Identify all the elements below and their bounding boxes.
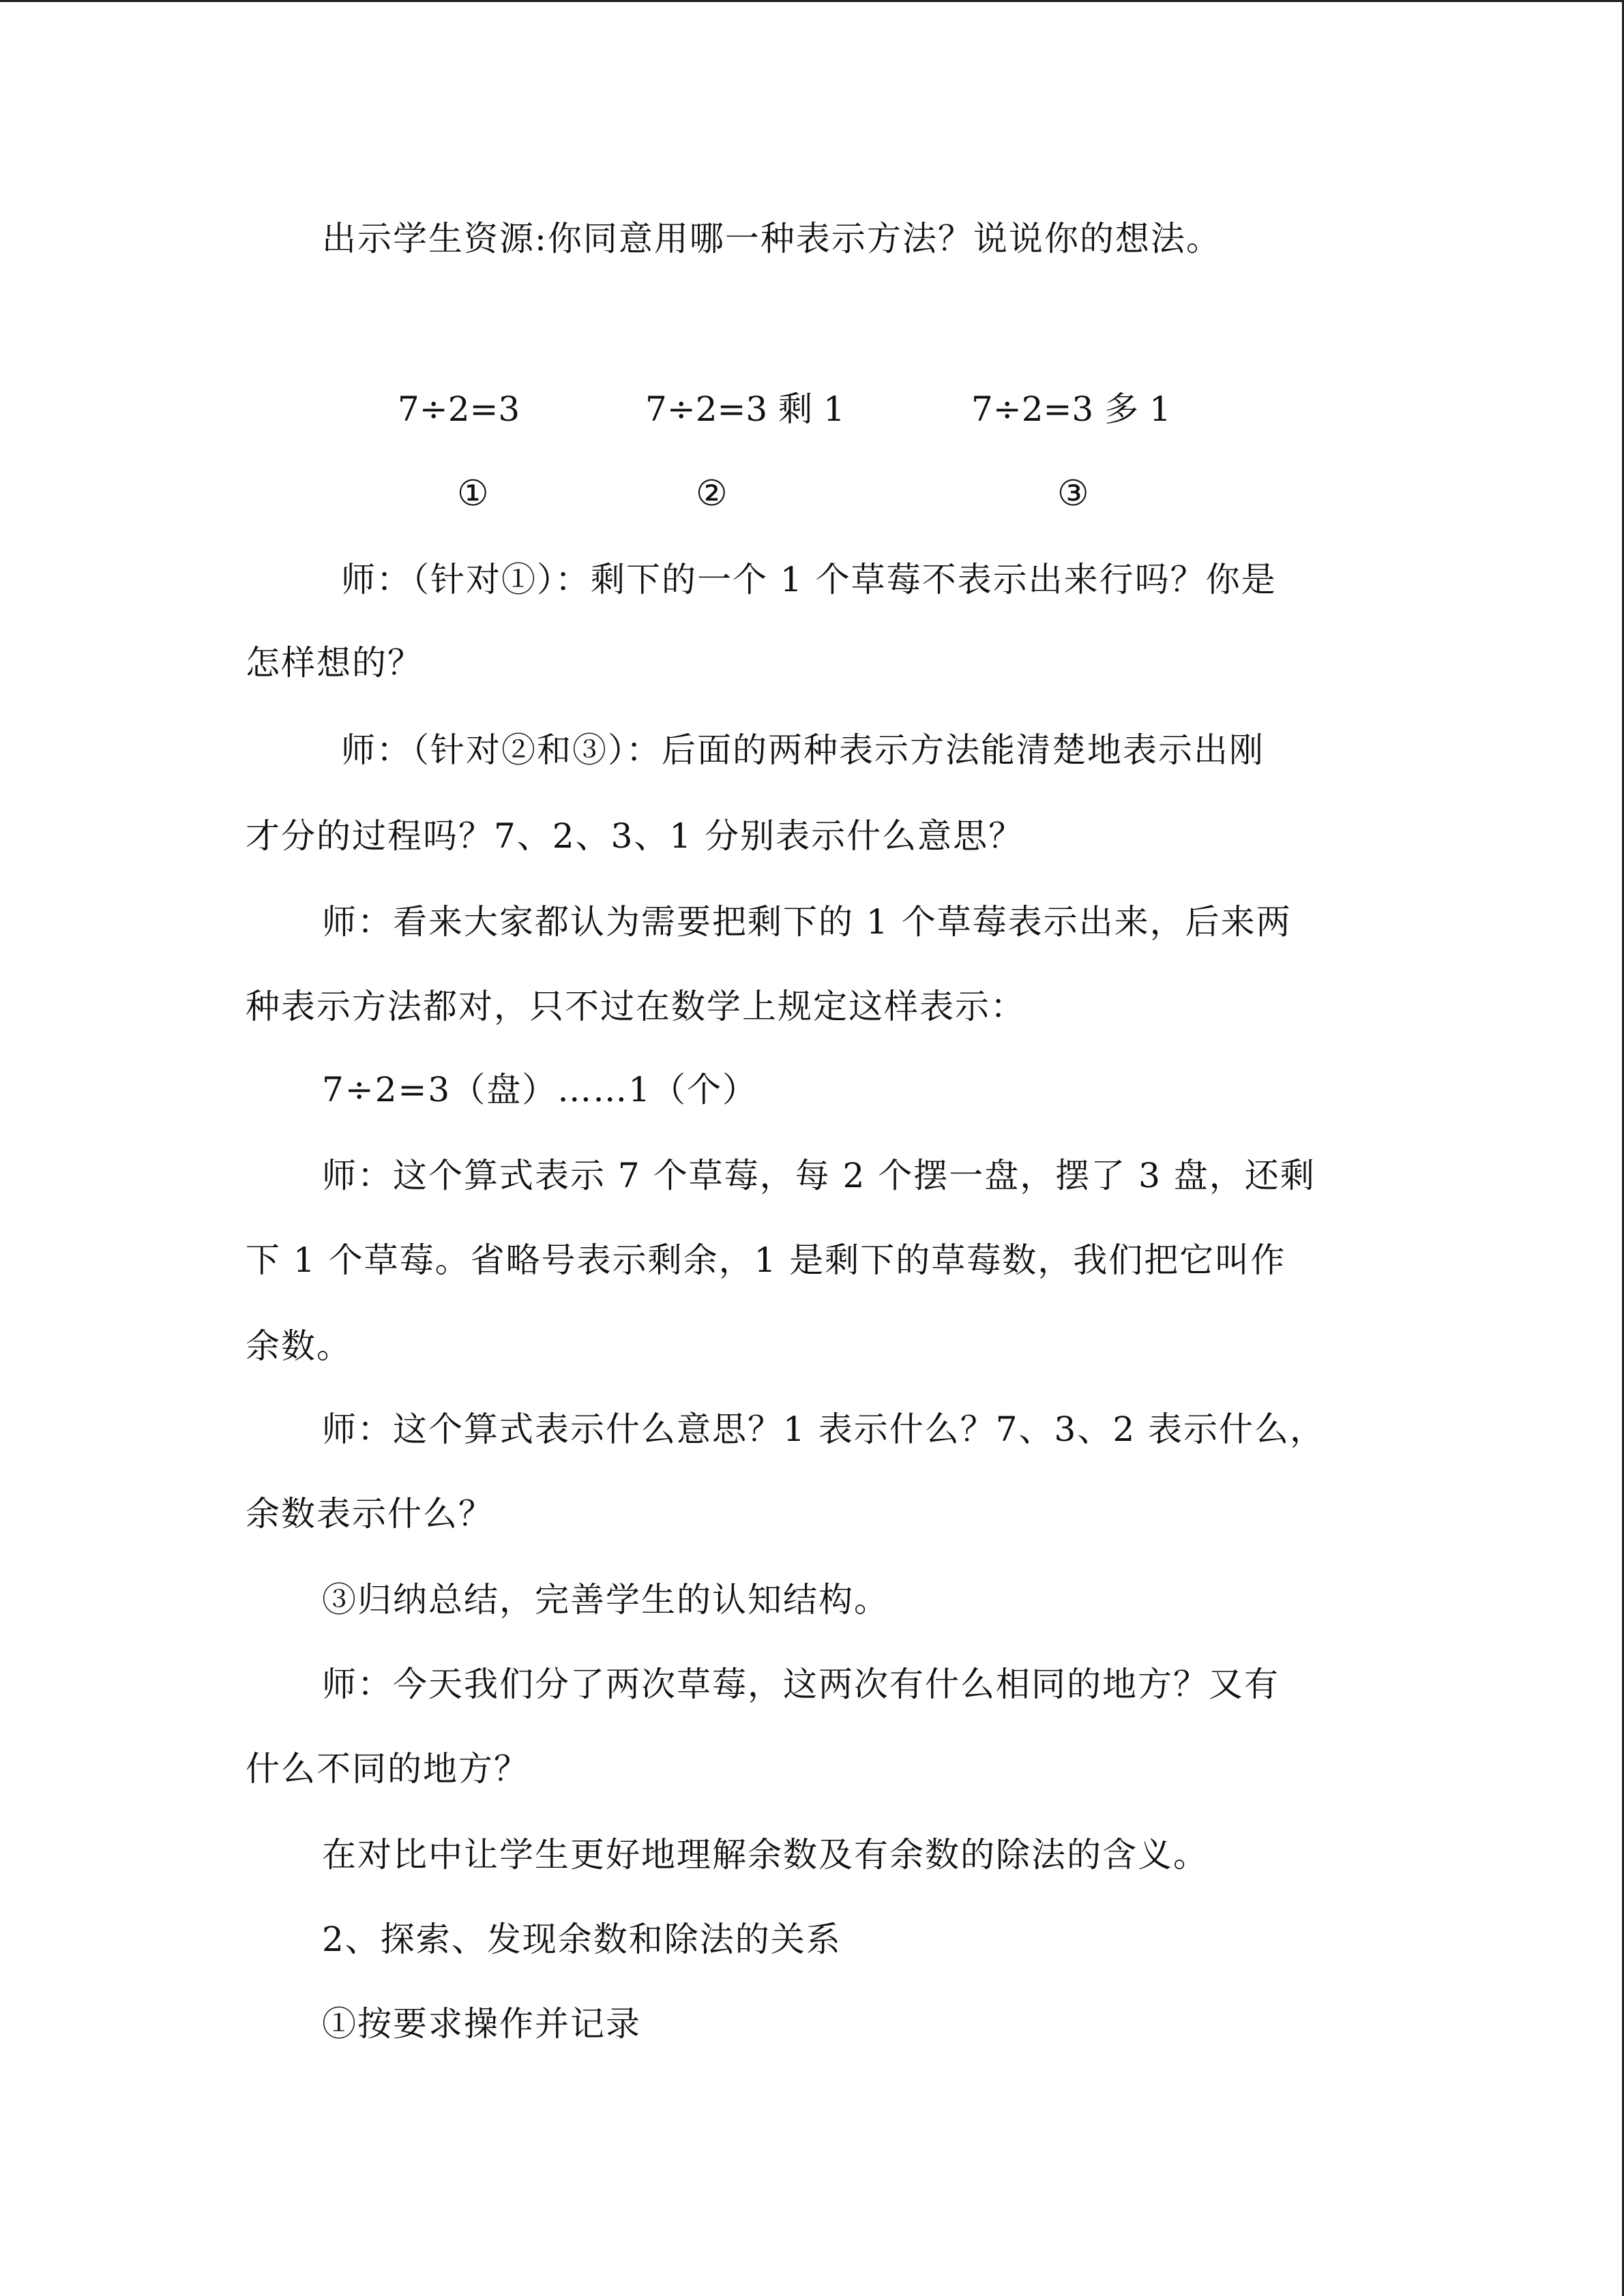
formula-marker-2: ② xyxy=(696,473,728,514)
formula-marker-3: ③ xyxy=(1057,473,1089,514)
paragraph-line: 余数。 xyxy=(246,1326,352,1366)
paragraph-line: 才分的过程吗？7、2、3、1 分别表示什么意思？ xyxy=(246,816,1024,856)
formula-marker-1: ① xyxy=(457,473,489,514)
paragraph-line: 什么不同的地方？ xyxy=(246,1749,529,1789)
paragraph-line: 师：（针对①）：剩下的一个 1 个草莓不表示出来行吗？你是 xyxy=(341,560,1277,599)
paragraph-line: 师：今天我们分了两次草莓，这两次有什么相同的地方？又有 xyxy=(322,1665,1280,1704)
paragraph-line: 种表示方法都对，只不过在数学上规定这样表示： xyxy=(246,987,1026,1026)
formula-1: 7÷2=3 xyxy=(398,389,520,429)
paragraph-line: 师：这个算式表示 7 个草莓，每 2 个摆一盘，摆了 3 盘，还剩 xyxy=(322,1156,1316,1195)
page-border-top xyxy=(0,0,1624,2)
paragraph-line: 下 1 个草莓。省略号表示剩余，1 是剩下的草莓数，我们把它叫作 xyxy=(246,1240,1286,1280)
intro-line: 出示学生资源:你同意用哪一种表示方法？说说你的想法。 xyxy=(322,219,1222,258)
section-heading: 2、探索、发现余数和除法的关系 xyxy=(322,1920,842,1959)
paragraph-line: 在对比中让学生更好地理解余数及有余数的除法的含义。 xyxy=(322,1835,1209,1875)
paragraph-line: 师：（针对②和③）：后面的两种表示方法能清楚地表示出刚 xyxy=(341,730,1265,770)
paragraph-line: ③归纳总结，完善学生的认知结构。 xyxy=(322,1580,889,1620)
formula-3: 7÷2=3 多 1 xyxy=(971,389,1171,429)
paragraph-line: 怎样想的？ xyxy=(246,643,423,683)
subsection-heading: ①按要求操作并记录 xyxy=(322,2004,641,2044)
paragraph-line: 师：看来大家都认为需要把剩下的 1 个草莓表示出来，后来两 xyxy=(322,902,1292,942)
formula-line: 7÷2=3（盘）……1（个） xyxy=(322,1070,758,1109)
paragraph-line: 余数表示什么？ xyxy=(246,1494,494,1534)
paragraph-line: 师：这个算式表示什么意思？1 表示什么？7、3、2 表示什么， xyxy=(322,1410,1326,1449)
formula-2: 7÷2=3 剩 1 xyxy=(645,389,845,429)
